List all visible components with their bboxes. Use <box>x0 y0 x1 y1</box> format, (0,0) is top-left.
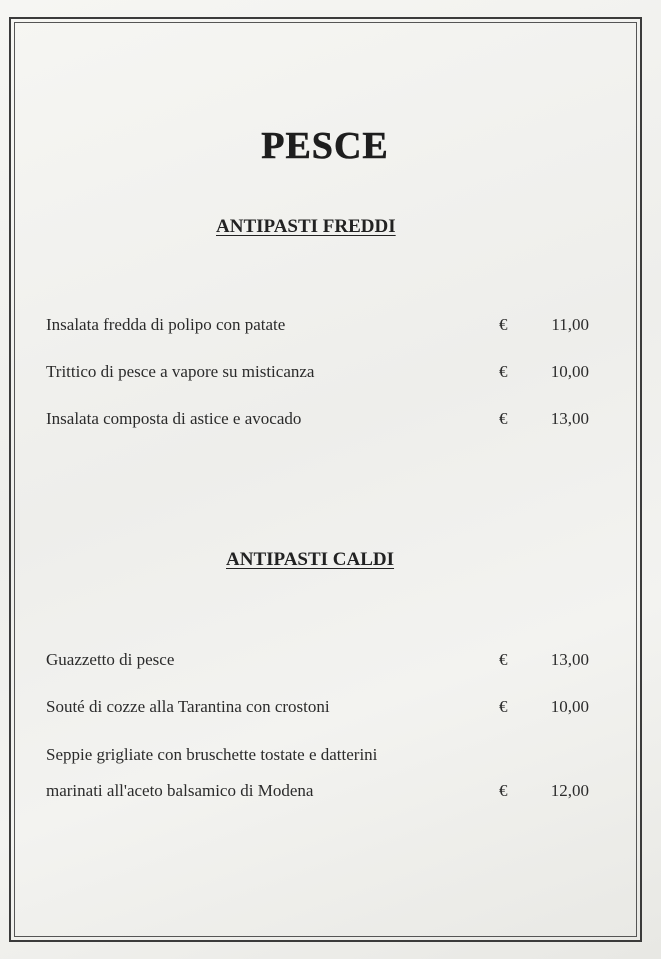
menu-item-price: 10,00 <box>550 697 589 716</box>
currency-symbol: € <box>499 650 508 669</box>
currency-symbol: € <box>499 697 508 716</box>
menu-item-name: Trittico di pesce a vapore su misticanza <box>46 362 315 381</box>
currency-symbol: € <box>499 362 508 381</box>
section-title-antipasti-freddi: ANTIPASTI FREDDI <box>216 216 396 237</box>
section-title-antipasti-caldi: ANTIPASTI CALDI <box>226 549 395 570</box>
menu-item-name: Insalata composta di astice e avocado <box>46 409 302 428</box>
menu-item-name: Insalata fredda di polipo con patate <box>46 315 286 334</box>
menu-item-name-line2: marinati all'aceto balsamico di Modena <box>46 781 314 800</box>
menu-item-name: Guazzetto di pesce <box>46 650 175 669</box>
menu-item-name: Souté di cozze alla Tarantina con crostoni <box>46 697 330 716</box>
menu-title: PESCE <box>261 125 389 167</box>
menu-item-name-line1: Seppie grigliate con bruschette tostate e datterini <box>46 745 378 764</box>
currency-symbol: € <box>499 781 508 800</box>
menu-item-price: 10,00 <box>550 362 589 381</box>
currency-symbol: € <box>499 315 508 334</box>
currency-symbol: € <box>499 409 508 428</box>
menu-item-price: 11,00 <box>551 315 589 334</box>
menu-item-price: 13,00 <box>550 409 589 428</box>
menu-item-price: 13,00 <box>550 650 589 669</box>
menu-item-price: 12,00 <box>550 781 589 800</box>
